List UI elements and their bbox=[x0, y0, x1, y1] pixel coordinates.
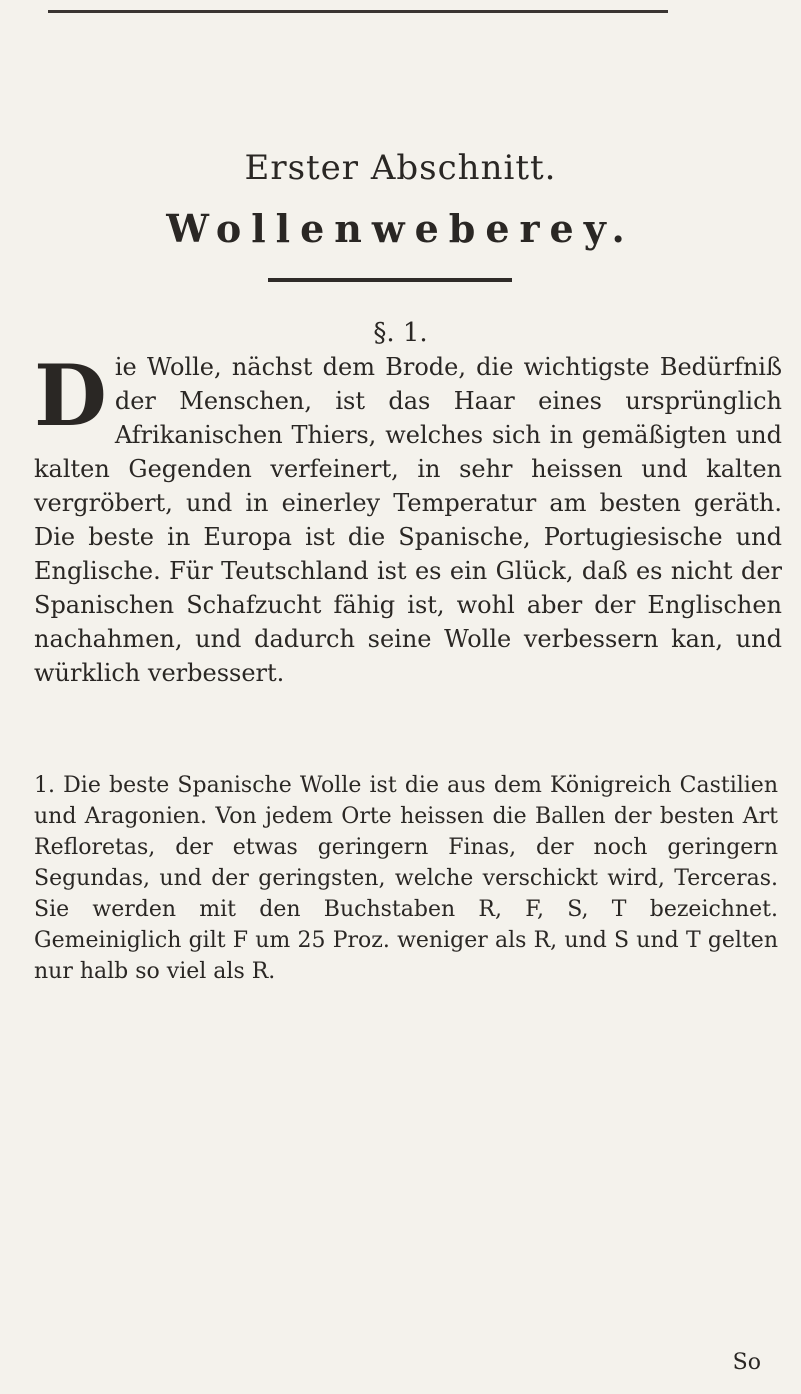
main-paragraph bbox=[34, 346, 782, 690]
section-title: Erster Abschnitt. bbox=[244, 148, 557, 188]
section-mark: §. 1. bbox=[373, 318, 428, 348]
main-paragraph-text: ie Wolle, nächst dem Brode, die wichtigste Bedürfniß der Menschen, ist das Haar eines ursprünglich Afrikanischen Thiers, welches sich in gemäßigten und kalten Gegenden verfeinert, in sehr heissen und kalten vergröbert, und in einerley Temperatur am besten geräth. Die beste in Europa ist die Spanische, Portugiesische und Englische. Für Teutschland ist es ein Glück, daß es nicht der Spanischen Schafzucht fähig ist, wohl aber der Englischen nachahmen, und dadurch seine Wolle verbessern kan, und würklich verbessert. bbox=[34, 353, 782, 687]
footnote-text: 1. Die beste Spanische Wolle ist die aus dem Königreich Castilien und Aragonien. Von jedem Orte heissen die Ballen der besten Art Refloretas, der etwas geringern Finas, der noch geringern Segundas, und der geringsten, welche verschickt wird, Terceras. Sie werden mit den Buchstaben R, F, S, T bezeichnet. Gemeiniglich gilt F um 25 Proz. weniger als R, und S und T gelten nur halb so viel als R. bbox=[34, 773, 778, 984]
catchword: So bbox=[732, 1350, 761, 1375]
drop-cap: D bbox=[34, 346, 107, 445]
top-rule bbox=[48, 10, 668, 13]
footnote bbox=[34, 770, 778, 987]
ornamental-rule bbox=[268, 278, 512, 282]
chapter-title: Wollenweberey. bbox=[166, 206, 635, 251]
